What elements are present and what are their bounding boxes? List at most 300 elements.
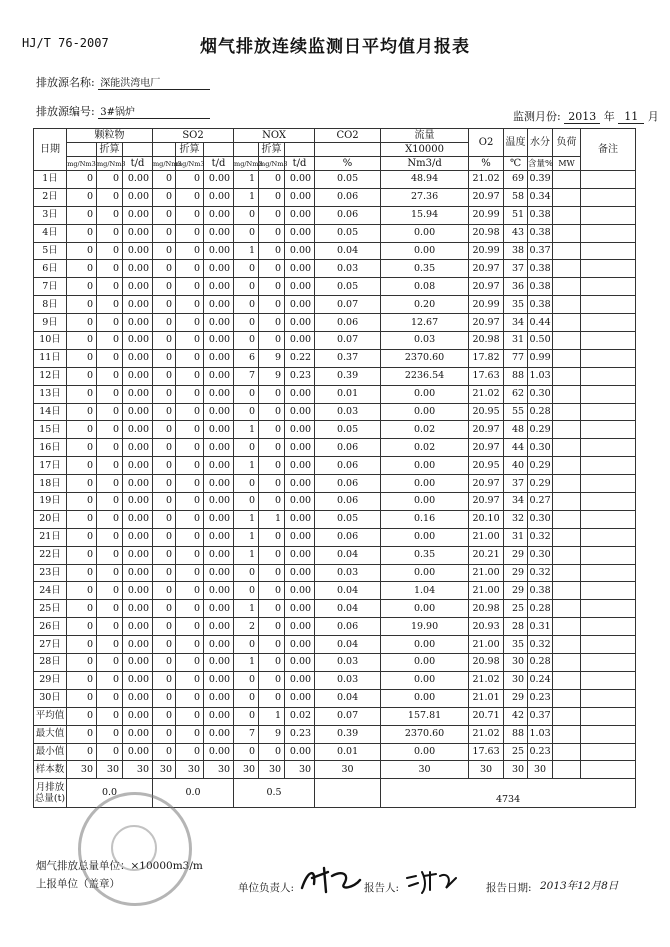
source-name-label: 排放源名称: [36,76,95,89]
nox-conc: 1 [234,510,259,528]
totals-nox: 0.5 [234,779,315,808]
pm-td: 0.00 [123,385,153,403]
pm-converted: 0 [97,403,123,421]
o2-value: 20.97 [469,314,504,332]
nox-conc: 0 [234,224,259,242]
nox-conc: 0 [234,260,259,278]
load-value [553,493,581,511]
co2-value: 0.39 [315,725,381,743]
co2-value: 0.05 [315,421,381,439]
so2-td: 30 [204,761,234,779]
nox-converted: 0 [259,475,285,493]
temp-value: 30 [504,654,528,672]
so2-td: 0.00 [204,654,234,672]
pm-converted: 0 [97,349,123,367]
pm-td: 0.00 [123,188,153,206]
flow-value: 0.20 [381,296,469,314]
pm-conc: 0 [67,475,97,493]
unit-so2-td: t/d [204,157,234,171]
so2-conc: 0 [153,242,176,260]
moisture-value: 0.34 [528,188,553,206]
nox-converted: 1 [259,707,285,725]
load-value [553,600,581,618]
o2-value: 20.98 [469,600,504,618]
co2-value: 0.04 [315,636,381,654]
nox-conc: 0 [234,707,259,725]
temp-value: 51 [504,206,528,224]
so2-td: 0.00 [204,171,234,189]
o2-value: 21.00 [469,636,504,654]
o2-value: 20.99 [469,242,504,260]
row-label: 30日 [34,689,67,707]
so2-conc: 0 [153,564,176,582]
moisture-value: 0.24 [528,671,553,689]
nox-td: 0.22 [285,349,315,367]
pm-converted: 30 [97,761,123,779]
note-value [581,689,636,707]
flow-value: 0.08 [381,278,469,296]
pm-converted: 0 [97,689,123,707]
o2-value: 20.97 [469,475,504,493]
load-value [553,171,581,189]
table-row [34,296,636,314]
pm-converted: 0 [97,510,123,528]
pm-conc: 30 [67,761,97,779]
temp-value: 29 [504,564,528,582]
so2-conc: 0 [153,385,176,403]
moisture-value: 0.50 [528,332,553,350]
so2-converted: 0 [176,493,204,511]
so2-td: 0.00 [204,367,234,385]
temp-value: 48 [504,421,528,439]
so2-converted: 0 [176,671,204,689]
note-value [581,421,636,439]
report-date-label: 报告日期: [486,882,532,894]
pm-converted: 0 [97,421,123,439]
nox-td: 0.00 [285,171,315,189]
pm-td: 0.00 [123,171,153,189]
table-row [34,618,636,636]
pm-td: 0.00 [123,582,153,600]
pm-converted: 0 [97,707,123,725]
co2-value: 0.06 [315,528,381,546]
nox-conc: 0 [234,743,259,761]
header-nox-converted: 折算 [259,143,285,157]
so2-conc: 0 [153,367,176,385]
so2-conc: 0 [153,654,176,672]
unit-pm-conv: mg/Nm3 [97,157,123,171]
so2-conc: 0 [153,582,176,600]
pm-converted: 0 [97,493,123,511]
summary-row [34,725,636,743]
nox-conc: 1 [234,457,259,475]
o2-value: 21.02 [469,725,504,743]
pm-converted: 0 [97,546,123,564]
so2-td: 0.00 [204,457,234,475]
so2-converted: 0 [176,349,204,367]
table-row [34,332,636,350]
temp-value: 34 [504,314,528,332]
note-value [581,475,636,493]
pm-td: 0.00 [123,618,153,636]
so2-td: 0.00 [204,260,234,278]
row-label: 25日 [34,600,67,618]
nox-converted: 0 [259,654,285,672]
nox-converted: 1 [259,510,285,528]
report-unit-label: 上报单位（盖章） [36,878,120,890]
o2-value: 20.97 [469,278,504,296]
table-row [34,188,636,206]
so2-td: 0.00 [204,421,234,439]
nox-conc: 0 [234,332,259,350]
pm-td: 0.00 [123,493,153,511]
load-value [553,671,581,689]
header-pm: 颗粒物 [67,129,153,143]
co2-value: 0.04 [315,582,381,600]
row-label: 样本数 [34,761,67,779]
table-row [34,403,636,421]
nox-converted: 0 [259,314,285,332]
flow-value: 27.36 [381,188,469,206]
temp-value: 43 [504,224,528,242]
o2-value: 21.00 [469,582,504,600]
o2-value: 20.21 [469,546,504,564]
flow-total-unit-label: 烟气排放总量单位：×10000m3/m [36,860,203,872]
pm-td: 0.00 [123,296,153,314]
pm-converted: 0 [97,314,123,332]
temp-value: 29 [504,582,528,600]
pm-td: 0.00 [123,206,153,224]
nox-converted: 0 [259,636,285,654]
moisture-value: 0.38 [528,278,553,296]
so2-td: 0.00 [204,475,234,493]
nox-converted: 0 [259,224,285,242]
nox-conc: 0 [234,439,259,457]
so2-td: 0.00 [204,707,234,725]
load-value [553,296,581,314]
nox-converted: 0 [259,671,285,689]
moisture-value: 0.28 [528,654,553,672]
pm-conc: 0 [67,349,97,367]
nox-conc: 0 [234,475,259,493]
nox-conc: 0 [234,636,259,654]
flow-value: 15.94 [381,206,469,224]
so2-conc: 0 [153,636,176,654]
summary-row [34,743,636,761]
nox-td: 0.23 [285,367,315,385]
nox-conc: 0 [234,689,259,707]
table-row [34,636,636,654]
pm-td: 0.00 [123,278,153,296]
header-date: 日期 [34,129,67,171]
row-label: 12日 [34,367,67,385]
so2-converted: 0 [176,367,204,385]
row-label: 7日 [34,278,67,296]
temp-value: 34 [504,493,528,511]
co2-value: 0.04 [315,242,381,260]
so2-conc: 0 [153,493,176,511]
table-row [34,242,636,260]
moisture-value: 0.31 [528,618,553,636]
moisture-value: 0.38 [528,582,553,600]
o2-value: 20.97 [469,188,504,206]
so2-conc: 0 [153,403,176,421]
nox-converted: 0 [259,689,285,707]
nox-conc: 1 [234,421,259,439]
load-value [553,636,581,654]
load-value [553,510,581,528]
row-label: 平均值 [34,707,67,725]
temp-value: 37 [504,475,528,493]
nox-converted: 0 [259,546,285,564]
temp-value: 35 [504,636,528,654]
unit-temp: ℃ [504,157,528,171]
nox-conc: 0 [234,314,259,332]
so2-converted: 0 [176,242,204,260]
nox-td: 0.00 [285,421,315,439]
pm-converted: 0 [97,296,123,314]
unit-o2: % [469,157,504,171]
temp-value: 55 [504,403,528,421]
table-row [34,510,636,528]
pm-conc: 0 [67,600,97,618]
row-label: 2日 [34,188,67,206]
pm-conc: 0 [67,528,97,546]
o2-value: 17.82 [469,349,504,367]
row-label: 20日 [34,510,67,528]
so2-converted: 0 [176,743,204,761]
so2-td: 0.00 [204,600,234,618]
o2-value: 20.99 [469,206,504,224]
so2-converted: 0 [176,636,204,654]
year-unit: 年 [603,110,615,123]
header-co2: CO2 [315,129,381,143]
so2-converted: 0 [176,600,204,618]
o2-value: 20.95 [469,403,504,421]
note-value [581,600,636,618]
note-value [581,528,636,546]
so2-td: 0.00 [204,582,234,600]
pm-converted: 0 [97,278,123,296]
load-value [553,439,581,457]
load-value [553,278,581,296]
table-row [34,493,636,511]
o2-value: 21.02 [469,385,504,403]
nox-td: 30 [285,761,315,779]
note-value [581,260,636,278]
pm-converted: 0 [97,457,123,475]
summary-row [34,707,636,725]
month-label: 监测月份: [513,110,561,123]
moisture-value: 0.39 [528,171,553,189]
note-value [581,349,636,367]
so2-td: 0.00 [204,618,234,636]
o2-value: 20.97 [469,493,504,511]
pm-converted: 0 [97,636,123,654]
note-value [581,457,636,475]
so2-td: 0.00 [204,349,234,367]
nox-conc: 0 [234,206,259,224]
pm-conc: 0 [67,367,97,385]
pm-td: 0.00 [123,564,153,582]
moisture-value: 0.29 [528,421,553,439]
nox-conc: 0 [234,582,259,600]
flow-value: 0.00 [381,528,469,546]
pm-conc: 0 [67,636,97,654]
nox-converted: 0 [259,582,285,600]
flow-value: 157.81 [381,707,469,725]
temp-value: 44 [504,439,528,457]
flow-value: 12.67 [381,314,469,332]
pm-conc: 0 [67,403,97,421]
pm-td: 0.00 [123,403,153,421]
so2-converted: 0 [176,421,204,439]
pm-conc: 0 [67,278,97,296]
header-flow-unit-2: Nm3/d [381,157,469,171]
moisture-value: 0.38 [528,260,553,278]
co2-value: 0.03 [315,671,381,689]
table-row [34,367,636,385]
source-name-row [36,74,210,90]
row-label: 28日 [34,654,67,672]
table-row [34,206,636,224]
flow-value: 0.03 [381,332,469,350]
table-row [34,314,636,332]
nox-converted: 30 [259,761,285,779]
pm-converted: 0 [97,171,123,189]
report-title: 烟气排放连续监测日平均值月报表 [200,37,470,57]
table-row [34,278,636,296]
totals-label-line2: 总量(t) [34,793,66,805]
pm-td: 0.00 [123,457,153,475]
so2-conc: 0 [153,421,176,439]
co2-value: 0.06 [315,314,381,332]
so2-conc: 0 [153,224,176,242]
co2-value: 0.06 [315,439,381,457]
so2-conc: 0 [153,188,176,206]
row-label: 最小值 [34,743,67,761]
nox-conc: 0 [234,671,259,689]
header-moisture: 水分 [528,129,553,157]
so2-td: 0.00 [204,278,234,296]
nox-conc: 1 [234,188,259,206]
so2-conc: 0 [153,439,176,457]
nox-td: 0.00 [285,457,315,475]
so2-converted: 0 [176,654,204,672]
pm-td: 30 [123,761,153,779]
table-row [34,582,636,600]
co2-value: 0.39 [315,367,381,385]
flow-value: 48.94 [381,171,469,189]
so2-td: 0.00 [204,188,234,206]
co2-value: 0.06 [315,475,381,493]
nox-conc: 1 [234,528,259,546]
pm-conc: 0 [67,457,97,475]
row-label: 29日 [34,671,67,689]
o2-value: 20.97 [469,260,504,278]
o2-value: 30 [469,761,504,779]
so2-converted: 0 [176,403,204,421]
nox-conc: 1 [234,654,259,672]
flow-value: 19.90 [381,618,469,636]
pm-td: 0.00 [123,671,153,689]
unit-nox-conv: mg/Nm3 [259,157,285,171]
row-label: 10日 [34,332,67,350]
o2-value: 21.00 [469,528,504,546]
so2-converted: 0 [176,206,204,224]
flow-value: 0.02 [381,439,469,457]
nox-converted: 0 [259,439,285,457]
month-value: 11 [618,110,644,124]
temp-value: 35 [504,296,528,314]
temp-value: 29 [504,546,528,564]
nox-converted: 0 [259,278,285,296]
nox-td: 0.00 [285,224,315,242]
load-value [553,689,581,707]
note-value [581,582,636,600]
row-label: 17日 [34,457,67,475]
flow-value: 0.00 [381,689,469,707]
so2-td: 0.00 [204,564,234,582]
co2-value: 0.04 [315,600,381,618]
header-temp: 温度 [504,129,528,157]
moisture-value: 0.28 [528,600,553,618]
nox-td: 0.00 [285,743,315,761]
so2-conc: 0 [153,689,176,707]
flow-value: 0.00 [381,671,469,689]
note-value [581,403,636,421]
co2-value: 0.07 [315,296,381,314]
flow-value: 0.00 [381,564,469,582]
so2-conc: 0 [153,296,176,314]
moisture-value: 0.30 [528,546,553,564]
nox-conc: 6 [234,349,259,367]
pm-conc: 0 [67,707,97,725]
nox-conc: 7 [234,725,259,743]
pm-converted: 0 [97,242,123,260]
so2-td: 0.00 [204,636,234,654]
header-load: 负荷 [553,129,581,157]
moisture-value: 0.30 [528,439,553,457]
o2-value: 20.98 [469,332,504,350]
temp-value: 77 [504,349,528,367]
co2-value: 0.05 [315,510,381,528]
moisture-value: 30 [528,761,553,779]
co2-value: 0.05 [315,224,381,242]
pm-conc: 0 [67,224,97,242]
load-value [553,332,581,350]
so2-converted: 0 [176,725,204,743]
pm-td: 0.00 [123,654,153,672]
co2-value: 0.07 [315,332,381,350]
row-label: 24日 [34,582,67,600]
flow-value: 0.16 [381,510,469,528]
row-label: 22日 [34,546,67,564]
co2-value: 0.06 [315,188,381,206]
moisture-value: 1.03 [528,367,553,385]
pm-td: 0.00 [123,510,153,528]
nox-td: 0.02 [285,707,315,725]
o2-value: 20.97 [469,439,504,457]
nox-td: 0.00 [285,546,315,564]
load-value [553,654,581,672]
pm-conc: 0 [67,260,97,278]
moisture-value: 0.99 [528,349,553,367]
nox-converted: 0 [259,457,285,475]
load-value [553,421,581,439]
totals-label [34,779,67,808]
flow-value: 0.35 [381,260,469,278]
